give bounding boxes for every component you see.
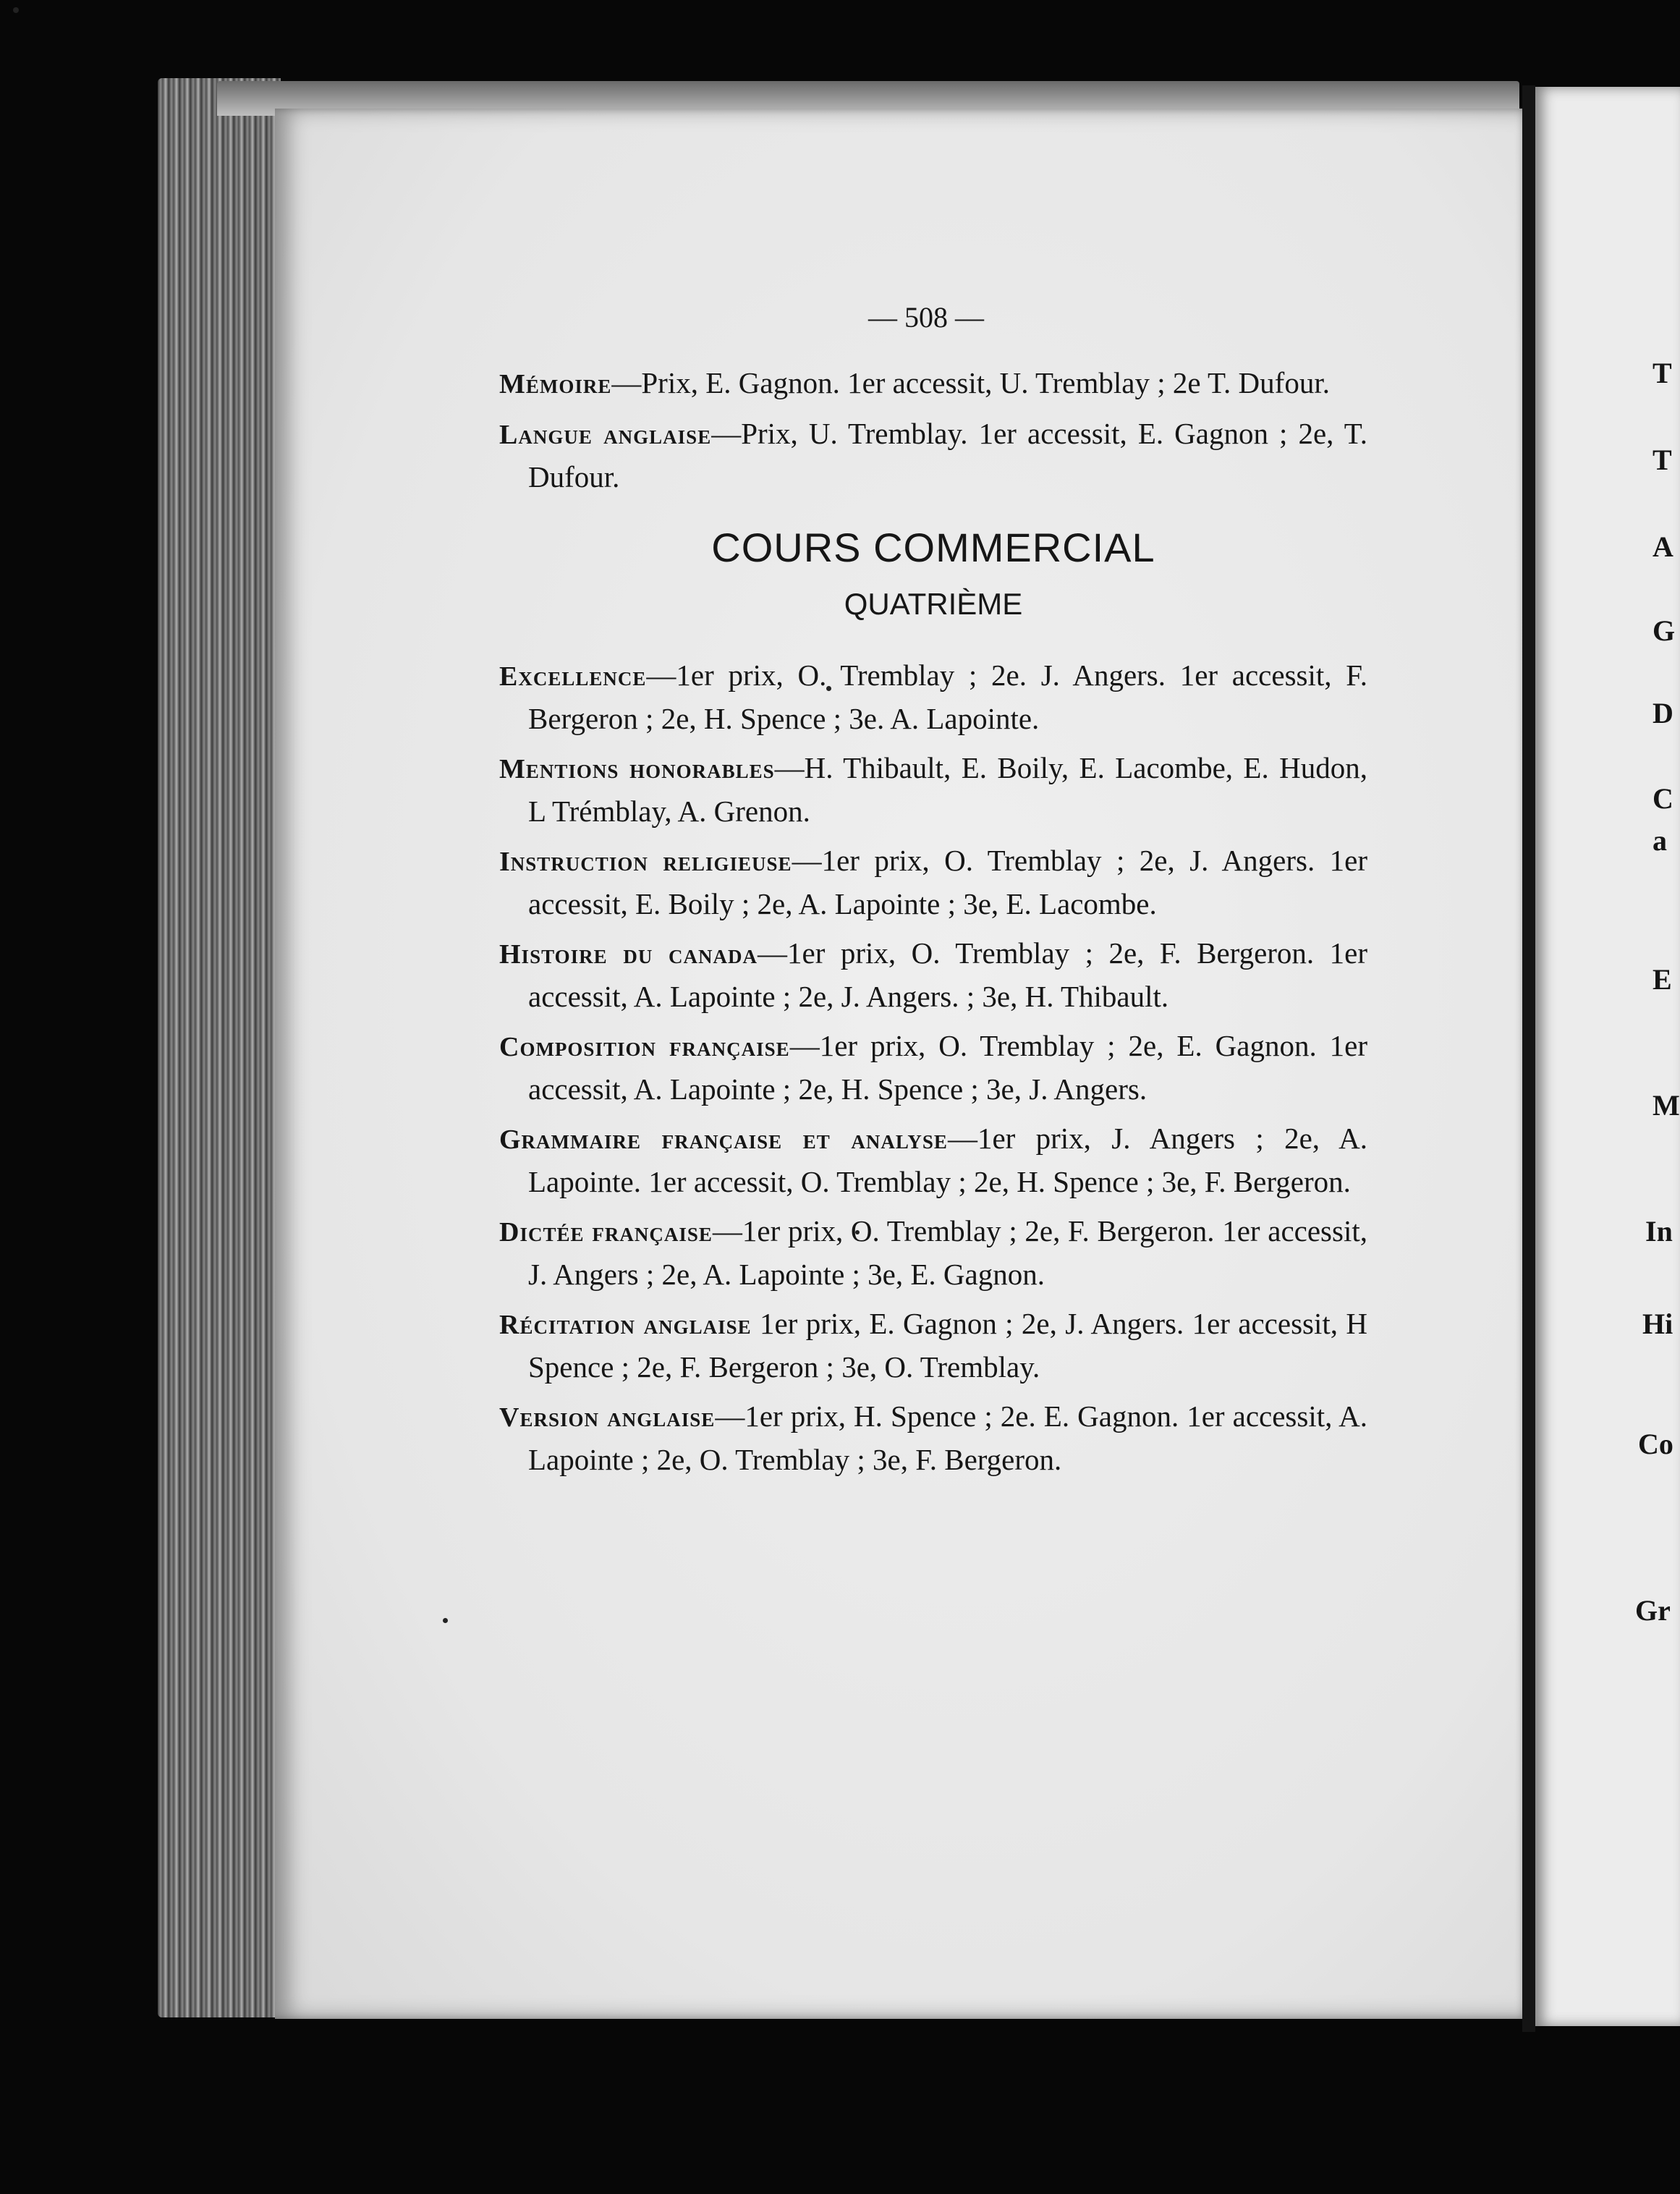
prize-entry <box>499 1117 1367 1203</box>
entry-body: —Prix, U. Tremblay. 1er accessit, E. Gagnon ; 2e, T. Dufour. <box>528 417 1367 494</box>
entry-heading: Excellence <box>499 661 647 692</box>
facing-page-fragment: Hi <box>1642 1308 1673 1340</box>
entry-body: —H. Thibault, E. Boily, E. Lacombe, E. Hudon, L Trémblay, A. Grenon. <box>528 751 1367 828</box>
entry-body: —1er prix, H. Spence ; 2e. E. Gagnon. 1er accessit, A. Lapointe ; 2e, O. Tremblay ; 3e, F. Bergeron. <box>528 1399 1367 1476</box>
prize-entry <box>499 412 1367 498</box>
entry-body: —1er prix, O. Tremblay ; 2e, F. Bergeron. 1er accessit, A. Lapointe ; 2e, J. Angers. ; 3e, H. Thibault. <box>528 936 1367 1013</box>
entry-heading: Dictée française <box>499 1217 713 1248</box>
facing-page-fragment: M <box>1653 1089 1680 1122</box>
prize-entry <box>499 1303 1367 1388</box>
section-subtitle: QUATRIÈME <box>844 587 1023 621</box>
prize-entry <box>499 932 1367 1017</box>
page-text <box>499 297 1367 1488</box>
entry-body: —1er prix, J. Angers ; 2e, A. Lapointe. 1er accessit, O. Tremblay ; 2e, H. Spence ; 3e, F. Bergeron. <box>528 1122 1367 1198</box>
facing-page-fragment: In <box>1645 1215 1673 1248</box>
section-title: COURS COMMERCIAL <box>711 525 1155 570</box>
facing-page-fragment: Gr <box>1635 1594 1671 1627</box>
entry-body: —1er prix, O. Tremblay ; 2e. J. Angers. 1er accessit, F. Bergeron ; 2e, H. Spence ; 3e. A. Lapointe. <box>528 658 1367 735</box>
entry-heading: Composition française <box>499 1032 790 1062</box>
entry-heading: Langue anglaise <box>499 420 712 450</box>
facing-page-fragment: G <box>1653 614 1676 647</box>
scan-speck <box>443 1618 448 1623</box>
prize-entry <box>499 1395 1367 1481</box>
prize-entry <box>499 1210 1367 1295</box>
entry-heading: Grammaire française et analyse <box>499 1124 948 1155</box>
prize-entry <box>499 654 1367 740</box>
prize-entry <box>499 839 1367 925</box>
facing-page-fragment: Co <box>1638 1428 1673 1460</box>
entry-body: 1er prix, E. Gagnon ; 2e, J. Angers. 1er accessit, H Spence ; 2e, F. Bergeron ; 3e, O. Tremblay. <box>528 1307 1367 1384</box>
page-number: — 508 — <box>868 301 984 334</box>
prize-entry <box>499 747 1367 832</box>
prize-entry <box>499 362 1367 405</box>
entry-heading: Histoire du canada <box>499 939 758 970</box>
book-page-edges <box>158 78 281 2017</box>
entry-body: —1er prix, O. Tremblay ; 2e, E. Gagnon. 1er accessit, A. Lapointe ; 2e, H. Spence ; 3e, J. Angers. <box>528 1029 1367 1106</box>
entry-heading: Version anglaise <box>499 1402 716 1433</box>
facing-page-fragment: C <box>1653 782 1673 815</box>
prize-entry <box>499 1025 1367 1110</box>
facing-page-fragment: A <box>1653 530 1673 563</box>
book-gutter <box>1522 85 1535 2032</box>
facing-page-fragment: a <box>1653 824 1667 857</box>
entry-body: —1er prix, O. Tremblay ; 2e, J. Angers. 1er accessit, E. Boily ; 2e, A. Lapointe ; 3e, E. Lacombe. <box>528 844 1368 920</box>
entry-body: —Prix, E. Gagnon. 1er accessit, U. Tremblay ; 2e T. Dufour. <box>611 366 1330 399</box>
facing-page-fragment: D <box>1653 697 1673 729</box>
facing-page-fragment: E <box>1653 963 1672 996</box>
entry-body: —1er prix, O. Tremblay ; 2e, F. Bergeron. 1er accessit, J. Angers ; 2e, A. Lapointe ; 3e, E. Gagnon. <box>528 1214 1367 1291</box>
entry-heading: Mémoire <box>499 369 612 399</box>
entry-heading: Récitation anglaise <box>499 1310 752 1340</box>
facing-page-fragment: T <box>1653 444 1672 476</box>
scan-speck <box>13 7 19 13</box>
entry-heading: Instruction religieuse <box>499 847 792 877</box>
facing-page-fragment: T <box>1653 357 1672 389</box>
entry-heading: Mentions honorables <box>499 754 775 784</box>
